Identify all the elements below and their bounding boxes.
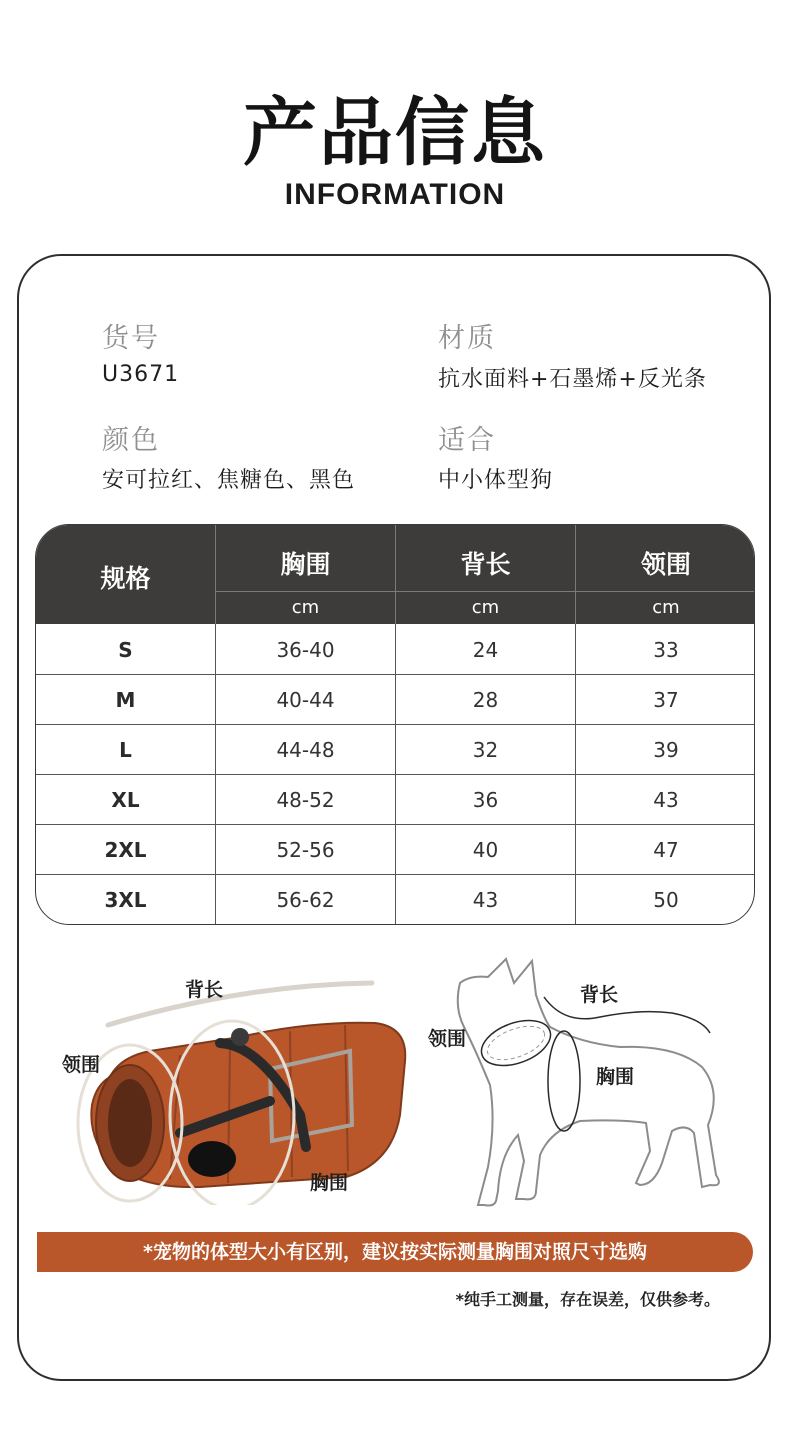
neck-cell: 37	[653, 688, 679, 712]
header-divider	[575, 525, 576, 624]
chest-cell: 56-62	[276, 888, 335, 912]
chest-cell: 44-48	[276, 738, 335, 762]
neck-cell: 33	[653, 638, 679, 662]
chest-cell: 40-44	[276, 688, 335, 712]
size-cell: XL	[111, 788, 140, 812]
neck-cell: 43	[653, 788, 679, 812]
neck-header: 领围	[640, 550, 691, 579]
size-cell: S	[118, 638, 133, 662]
back-length-cell: 36	[472, 788, 499, 812]
back-length-unit: cm	[471, 597, 500, 618]
chest-unit: cm	[291, 597, 320, 618]
material-value: 抗水面料+石墨烯+反光条	[438, 367, 707, 392]
back-length-cell: 28	[472, 688, 499, 712]
size-cell: 2XL	[104, 838, 147, 862]
coat-chest-label: 胸围	[310, 1172, 349, 1194]
back-length-cell: 43	[472, 888, 499, 912]
page-subtitle: INFORMATION	[284, 178, 506, 211]
chest-header: 胸围	[280, 550, 331, 579]
table-row	[36, 725, 755, 775]
size-cell: L	[119, 738, 132, 762]
table-row	[36, 875, 755, 925]
back-length-cell: 40	[472, 838, 499, 862]
table-row	[36, 675, 755, 725]
suitable-label: 适合	[438, 425, 496, 456]
coat-back-length-label: 背长	[185, 979, 224, 1001]
neck-cell: 39	[653, 738, 679, 762]
table-row	[36, 625, 755, 675]
color-value: 安可拉红、焦糖色、黑色	[102, 468, 356, 493]
size-cell: 3XL	[104, 888, 147, 912]
back-length-cell: 24	[472, 638, 499, 662]
neck-cell: 50	[653, 888, 679, 912]
color-label: 颜色	[102, 425, 160, 456]
notice-banner	[37, 1232, 753, 1272]
header-divider	[215, 525, 216, 624]
chest-cell: 52-56	[276, 838, 335, 862]
size-table-header	[36, 525, 755, 624]
neck-unit: cm	[652, 597, 680, 618]
chest-cell: 48-52	[276, 788, 335, 812]
dog-chest-label: 胸围	[596, 1066, 635, 1088]
coat-illustration	[60, 965, 420, 1205]
back-length-cell: 32	[472, 738, 499, 762]
material-label: 材质	[438, 323, 496, 354]
suitable-value: 中小体型狗	[438, 468, 554, 493]
coat-neck-label: 领围	[62, 1054, 101, 1076]
measurement-footnote: *纯手工测量，存在误差，仅供参考。	[455, 1290, 720, 1309]
header-divider	[216, 591, 755, 592]
table-row	[36, 775, 755, 825]
dog-neck-label: 领围	[428, 1028, 467, 1050]
item-no-label: 货号	[102, 323, 160, 354]
size-table	[35, 524, 755, 925]
table-row	[36, 825, 755, 875]
chest-cell: 36-40	[276, 638, 335, 662]
dog-back-length-label: 背长	[580, 984, 619, 1006]
notice-banner-text: *宠物的体型大小有区别，建议按实际测量胸围对照尺寸选购	[143, 1241, 647, 1263]
item-no-value: U3671	[102, 362, 180, 387]
size-cell: M	[115, 688, 136, 712]
header-divider	[395, 525, 396, 624]
spec-header: 规格	[100, 564, 151, 593]
page-title: 产品信息	[243, 90, 547, 176]
neck-cell: 47	[653, 838, 679, 862]
back-length-header: 背长	[460, 550, 511, 579]
